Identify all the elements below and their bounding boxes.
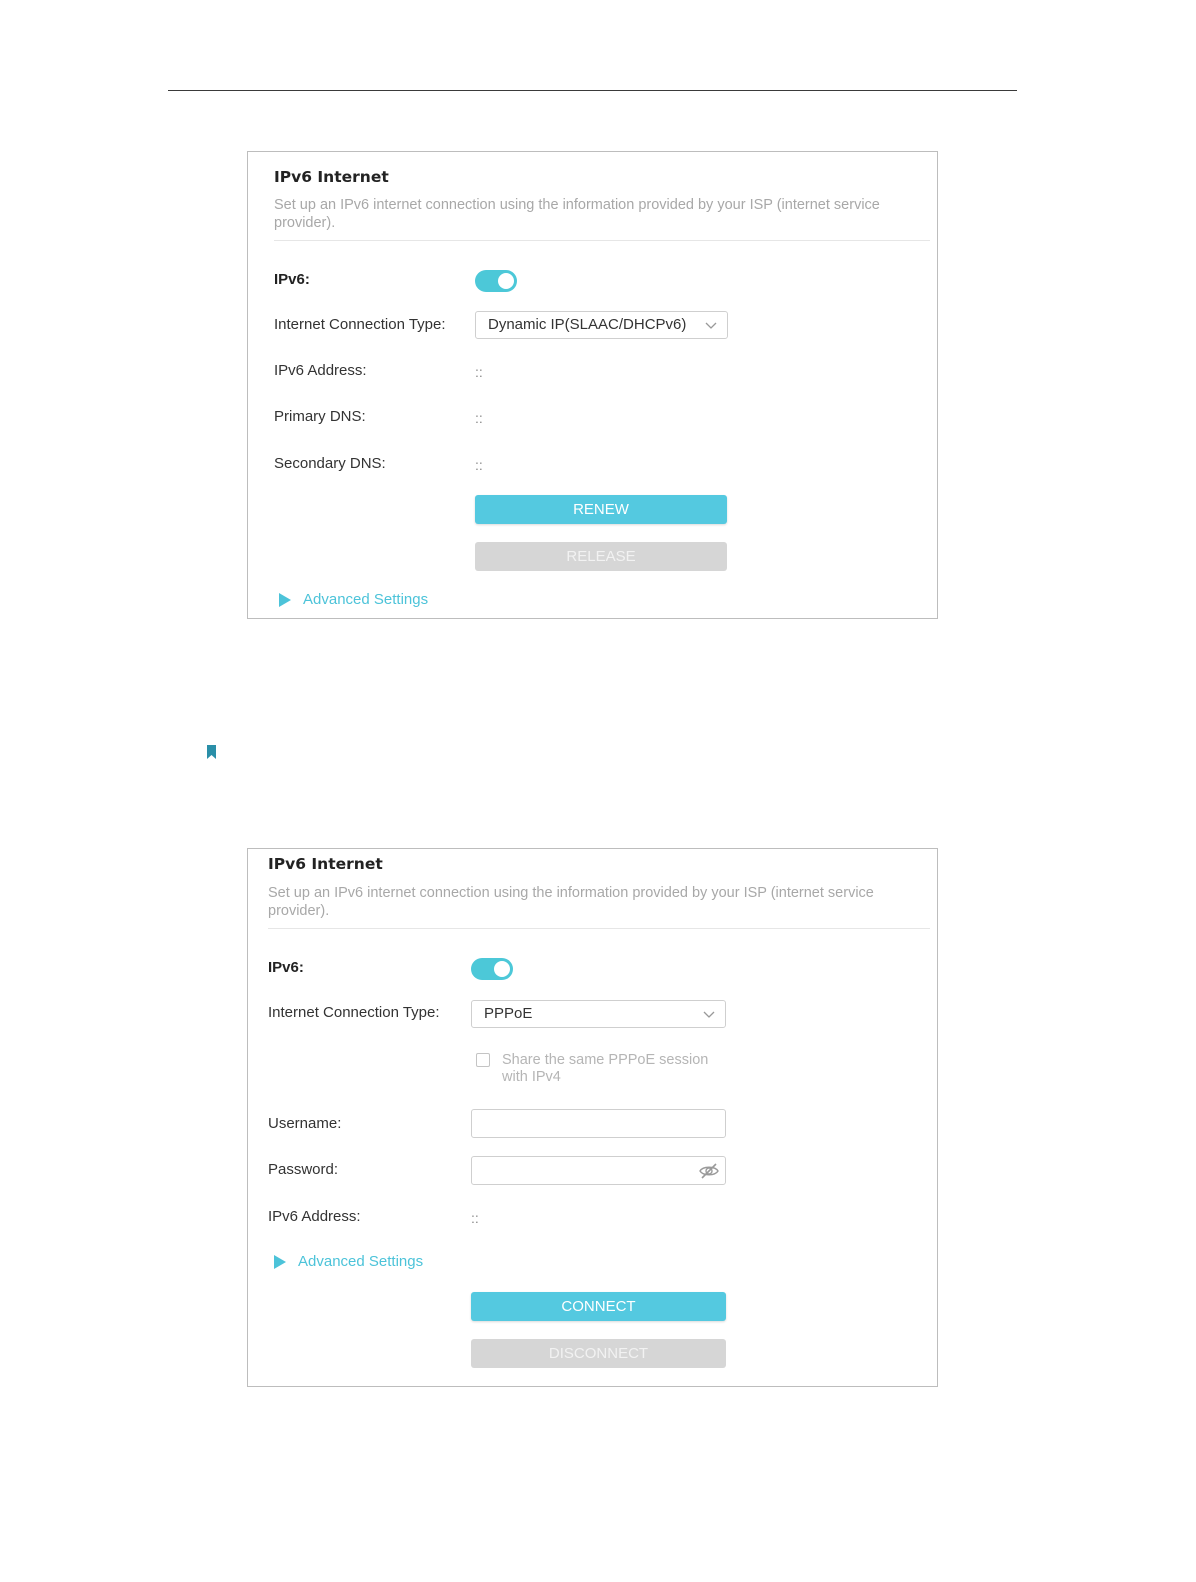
share-session-option[interactable] bbox=[476, 1052, 736, 1088]
triangle-right-icon bbox=[279, 593, 291, 607]
panel-title: IPv6 Internet bbox=[274, 168, 389, 186]
connection-type-value: Dynamic IP(SLAAC/DHCPv6) bbox=[488, 316, 687, 333]
triangle-right-icon bbox=[274, 1255, 286, 1269]
advanced-settings-label: Advanced Settings bbox=[303, 591, 429, 608]
username-label: Username: bbox=[268, 1115, 342, 1132]
renew-button[interactable]: RENEW bbox=[475, 495, 727, 524]
advanced-settings-label: Advanced Settings bbox=[298, 1253, 424, 1270]
connection-type-value: PPPoE bbox=[484, 1005, 533, 1022]
ipv6-toggle[interactable] bbox=[475, 270, 517, 292]
username-input[interactable] bbox=[471, 1109, 726, 1138]
disconnect-button[interactable]: DISCONNECT bbox=[471, 1339, 726, 1368]
ipv6-internet-panel-pppoe bbox=[247, 848, 938, 1387]
chevron-down-icon bbox=[703, 1009, 715, 1019]
primary-dns-label: Primary DNS: bbox=[274, 408, 366, 425]
advanced-settings-link[interactable] bbox=[274, 1253, 474, 1273]
release-button[interactable]: RELEASE bbox=[475, 542, 727, 571]
advanced-settings-link[interactable] bbox=[279, 591, 479, 611]
ipv6-label: IPv6: bbox=[274, 271, 310, 288]
ipv6-address-value: :: bbox=[471, 1210, 479, 1226]
password-label: Password: bbox=[268, 1161, 339, 1178]
connection-type-label: Internet Connection Type: bbox=[274, 316, 446, 333]
password-input[interactable] bbox=[471, 1156, 726, 1185]
ipv6-internet-panel-dynamic bbox=[247, 151, 938, 619]
ipv6-address-label: IPv6 Address: bbox=[268, 1208, 361, 1225]
secondary-dns-label: Secondary DNS: bbox=[274, 455, 386, 472]
primary-dns-value: :: bbox=[475, 410, 483, 426]
bookmark-icon bbox=[207, 745, 216, 759]
share-session-label: Share the same PPPoE session with IPv4 bbox=[502, 1052, 709, 1085]
toggle-knob bbox=[498, 273, 514, 289]
chevron-down-icon bbox=[705, 320, 717, 330]
ipv6-address-value: :: bbox=[475, 364, 483, 380]
share-session-checkbox[interactable] bbox=[476, 1053, 490, 1067]
eye-slash-icon[interactable] bbox=[699, 1162, 719, 1180]
page-header-rule bbox=[168, 90, 1017, 91]
connection-type-select[interactable] bbox=[475, 311, 728, 339]
connection-type-label: Internet Connection Type: bbox=[268, 1004, 440, 1021]
ipv6-toggle[interactable] bbox=[471, 958, 513, 980]
secondary-dns-value: :: bbox=[475, 457, 483, 473]
panel-description: Set up an IPv6 internet connection using the information provided by your ISP (internet service provider). bbox=[268, 885, 874, 919]
panel-divider bbox=[268, 928, 930, 929]
ipv6-label: IPv6: bbox=[268, 959, 304, 976]
connection-type-select[interactable] bbox=[471, 1000, 726, 1028]
toggle-knob bbox=[494, 961, 510, 977]
ipv6-address-label: IPv6 Address: bbox=[274, 362, 367, 379]
panel-description: Set up an IPv6 internet connection using the information provided by your ISP (internet service provider). bbox=[274, 197, 880, 231]
connect-button[interactable]: CONNECT bbox=[471, 1292, 726, 1321]
panel-title: IPv6 Internet bbox=[268, 855, 383, 873]
panel-divider bbox=[274, 240, 930, 241]
